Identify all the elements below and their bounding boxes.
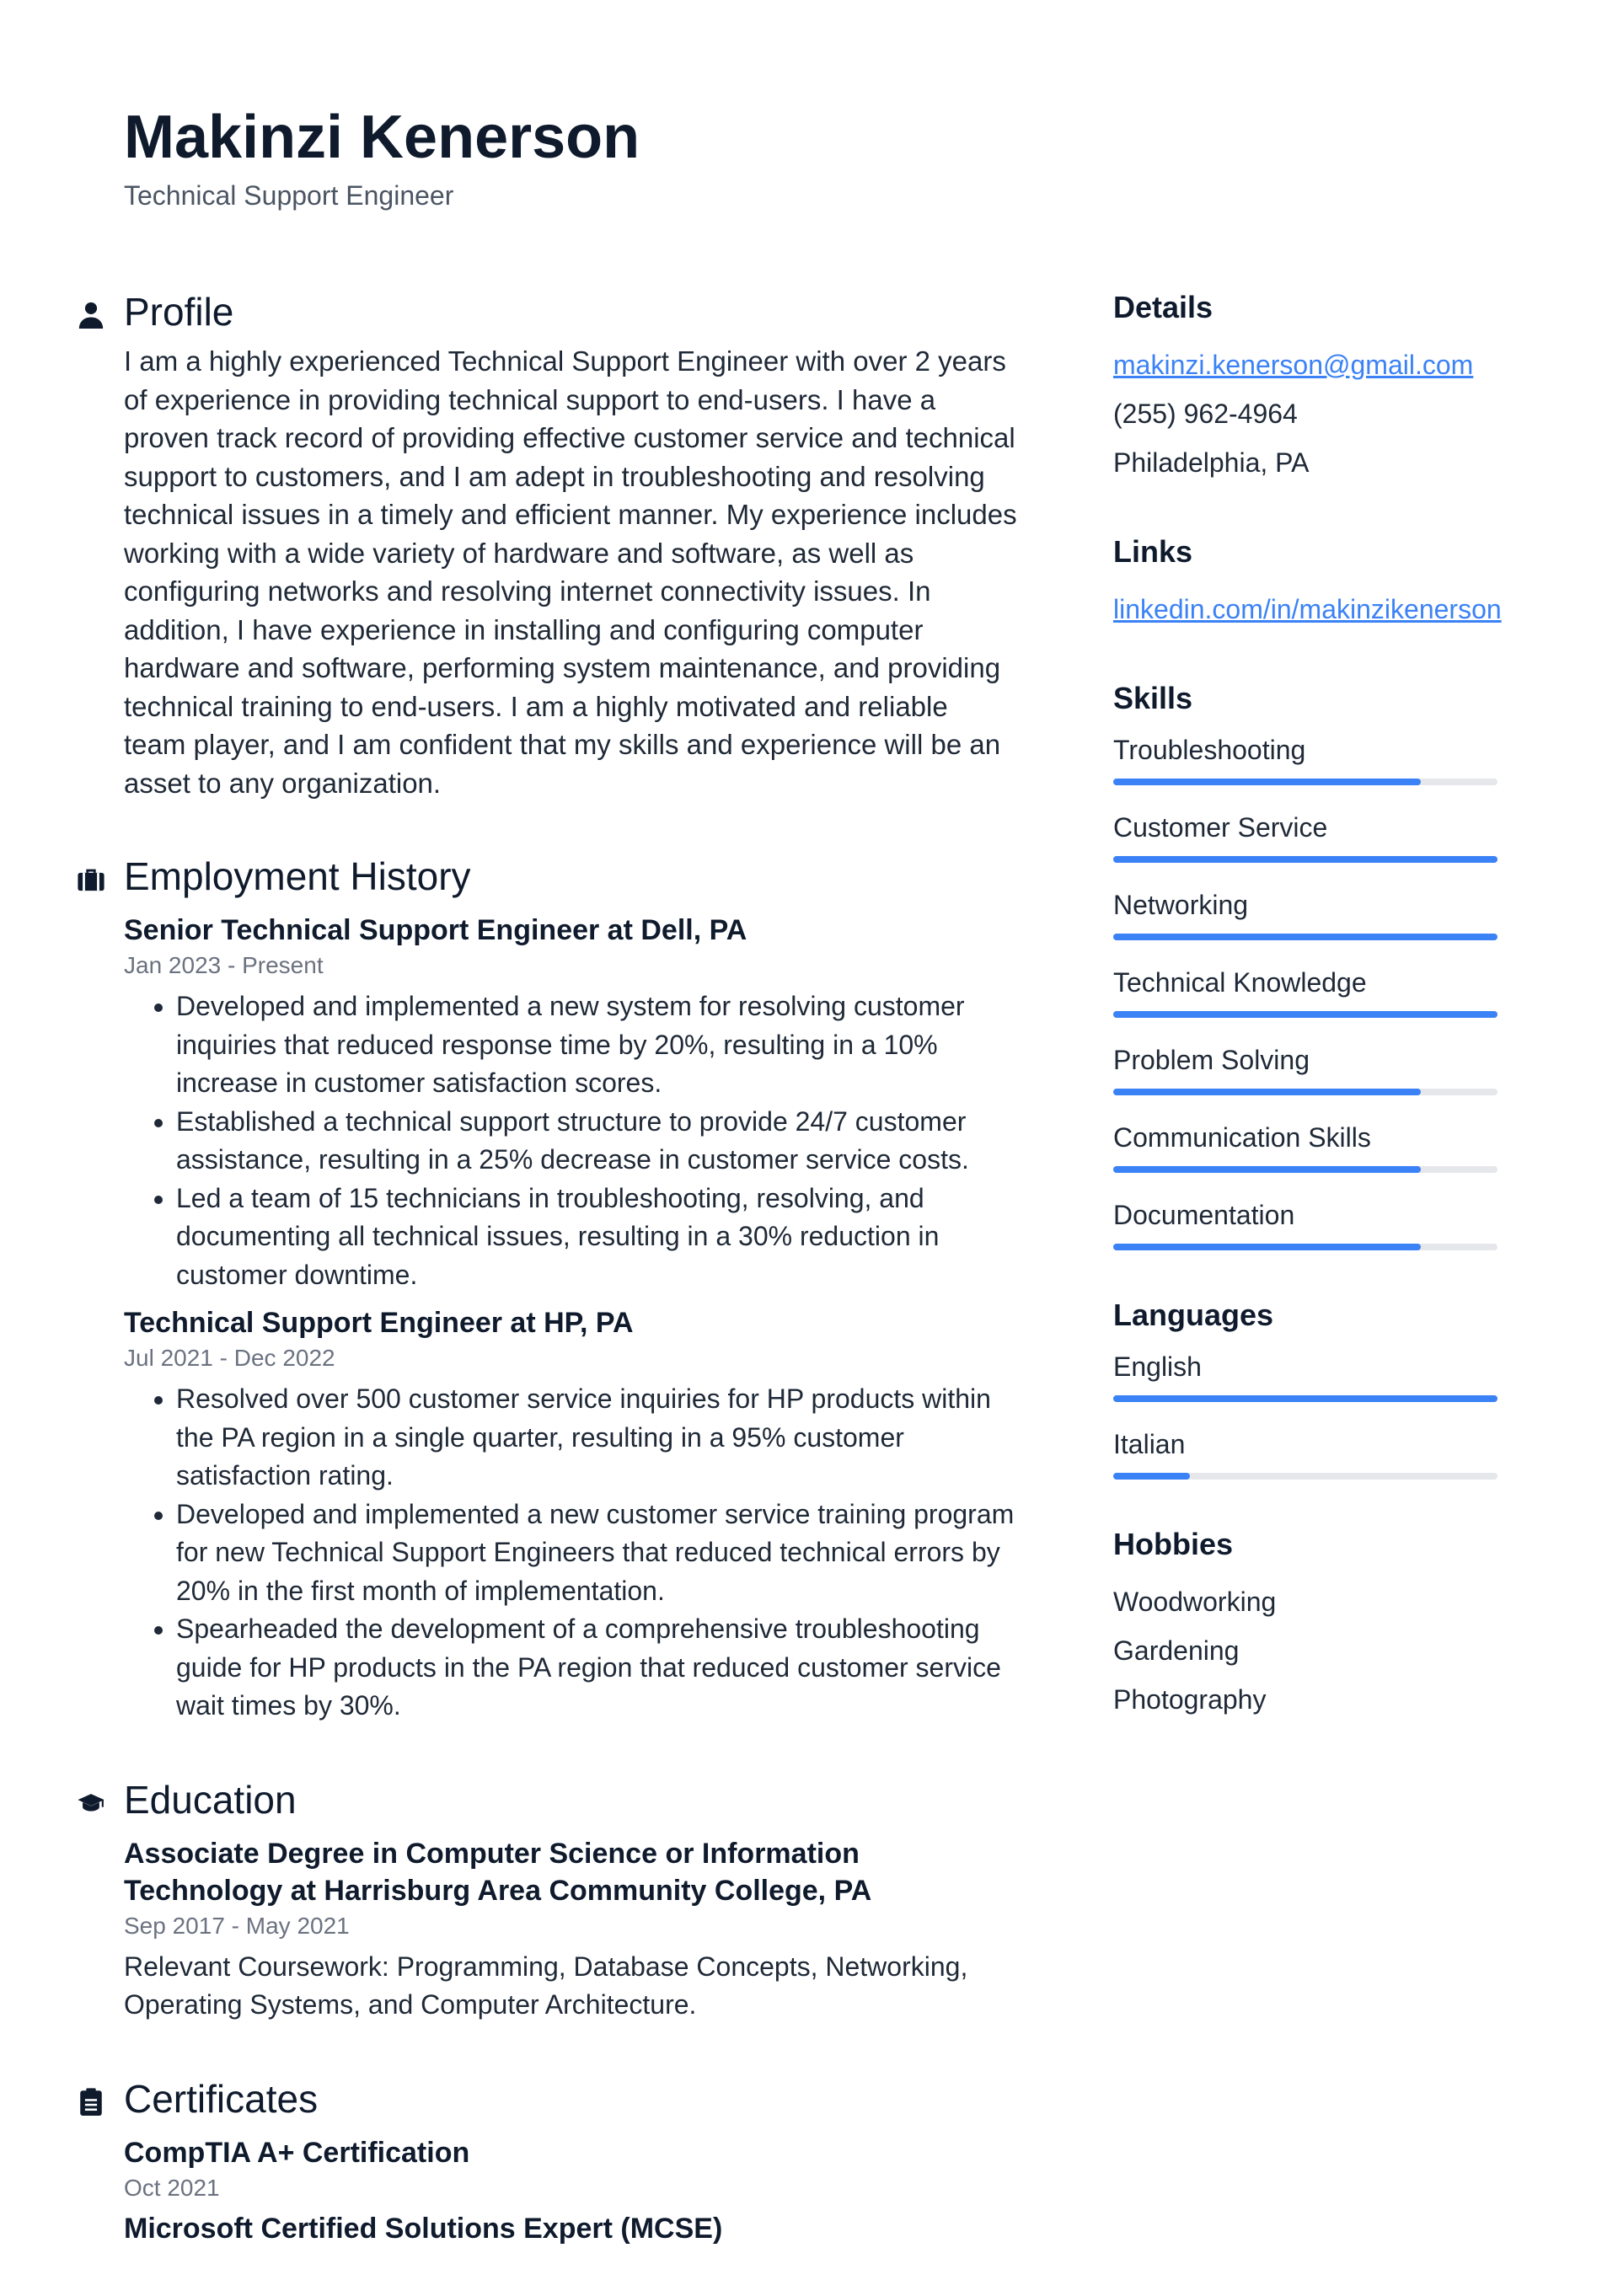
language-item: [1113, 1348, 1509, 1402]
bullet-item: • Developed and implemented a new system for resolving customer inquiries that reduced response time by 20%, resulting in a 10% increase in customer satisfaction scores.: [176, 987, 1017, 1103]
skill-item: [1113, 731, 1509, 785]
skill-bar-fill: [1113, 779, 1421, 785]
briefcase-icon: [77, 864, 105, 893]
job-entry: [124, 912, 1017, 1294]
skill-name: Customer Service: [1113, 812, 1328, 843]
language-name: English: [1113, 1351, 1202, 1382]
skill-item: [1113, 964, 1509, 1018]
skill-bar-fill: [1113, 1166, 1421, 1173]
skill-bar-fill: [1113, 1089, 1421, 1095]
skill-bar: [1113, 856, 1497, 863]
education-heading: Education: [124, 1777, 297, 1822]
bullet-item: • Led a team of 15 technicians in troubleshooting, resolving, and documenting all technical issues, resulting in a 30% reduction in customer downtime.: [176, 1180, 1017, 1295]
certificate-entry: [124, 2134, 1017, 2247]
certificate-title: Microsoft Certified Solutions Expert (MCSE): [124, 2212, 723, 2245]
bullet-item: • Developed and implemented a new customer service training program for new Technical Support Engineers that reduced technical errors by 20% in the first month of implementation.: [176, 1496, 1017, 1611]
job-entry: [124, 1304, 1017, 1726]
employment-heading: Employment History: [124, 854, 471, 898]
skill-bar-fill: [1113, 856, 1497, 863]
profile-text: I am a highly experienced Technical Support Engineer with over 2 years of experience in providing technical support to end-users. I have a proven track record of providing effective customer service and technical support to customers, and I am adept in troubleshooting and resolving technical issues in a timely and efficient manner. My experience includes working with a wide variety of hardware and software, as well as configuring networks and resolving internet connectivity issues. In addition, I have experience in installing and configuring computer hardware and software, performing system maintenance, and providing technical training to end-users. I am a highly motivated and reliable team player, and I am confident that my skills and experience will be an asset to any organization.: [124, 345, 1017, 799]
language-bar-fill: [1113, 1395, 1497, 1402]
candidate-name: Makinzi Kenerson: [124, 104, 640, 171]
bullet-item: • Resolved over 500 customer service inquiries for HP products within the PA region in a single quarter, resulting in a 95% customer satisfaction rating.: [176, 1380, 1017, 1496]
languages-block: [1113, 1294, 1509, 1480]
hobby-item: Gardening: [1113, 1635, 1240, 1666]
candidate-title: Technical Support Engineer: [124, 180, 454, 211]
certificate-date: Oct 2021: [124, 2174, 220, 2201]
degree-title: Associate Degree in Computer Science or Information Technology at Harrisburg Area Community College, PA: [124, 1837, 872, 1907]
certificates-heading: Certificates: [124, 2076, 319, 2121]
clipboard-icon: [77, 2087, 105, 2116]
skill-name: Problem Solving: [1113, 1045, 1310, 1075]
languages-heading: Languages: [1113, 1298, 1274, 1332]
phone-number: (255) 962-4964: [1113, 399, 1298, 429]
skill-bar-fill: [1113, 1011, 1497, 1018]
language-name: Italian: [1113, 1429, 1186, 1459]
skill-bar-fill: [1113, 934, 1497, 940]
profile-heading: Profile: [124, 290, 234, 334]
skill-name: Troubleshooting: [1113, 735, 1306, 765]
skill-bar: [1113, 934, 1497, 940]
job-bullets: [124, 987, 1017, 1294]
graduation-cap-icon: [77, 1788, 105, 1817]
person-icon: [77, 300, 105, 329]
skill-item: [1113, 1196, 1509, 1250]
skill-item: [1113, 1119, 1509, 1173]
language-bar: [1113, 1473, 1497, 1480]
skill-bar: [1113, 1011, 1497, 1018]
skill-bar-fill: [1113, 1244, 1421, 1250]
hobby-item: Woodworking: [1113, 1587, 1277, 1617]
skill-name: Documentation: [1113, 1200, 1295, 1230]
linkedin-link[interactable]: linkedin.com/in/makinzikenerson: [1113, 594, 1502, 624]
bullet-item: • Spearheaded the development of a comprehensive troubleshooting guide for HP products in the PA region that reduced customer service wait times by 30%.: [176, 1610, 1017, 1726]
skill-item: [1113, 1041, 1509, 1095]
location: Philadelphia, PA: [1113, 447, 1310, 478]
education-description: Relevant Coursework: Programming, Database Concepts, Networking, Operating Systems, and Computer Architecture.: [124, 1951, 968, 2020]
resume-header: [124, 99, 640, 211]
bullet-item: • Established a technical support structure to provide 24/7 customer assistance, resulting in a 25% decrease in customer service costs.: [176, 1103, 1017, 1180]
language-bar: [1113, 1395, 1497, 1402]
certificate-title: CompTIA A+ Certification: [124, 2136, 470, 2169]
skill-bar: [1113, 779, 1497, 785]
job-bullets: [124, 1380, 1017, 1726]
hobbies-heading: Hobbies: [1113, 1527, 1234, 1561]
skill-name: Technical Knowledge: [1113, 967, 1367, 998]
skill-item: [1113, 886, 1509, 940]
skills-heading: Skills: [1113, 681, 1193, 715]
skill-bar: [1113, 1166, 1497, 1173]
skill-name: Communication Skills: [1113, 1122, 1371, 1153]
details-heading: Details: [1113, 290, 1214, 324]
main-column: [124, 286, 1017, 2296]
sidebar: [1113, 286, 1509, 1768]
employment-section: [124, 851, 1017, 1726]
email-link[interactable]: makinzi.kenerson@gmail.com: [1113, 350, 1474, 380]
education-dates: Sep 2017 - May 2021: [124, 1912, 350, 1939]
hobbies-block: [1113, 1523, 1509, 1724]
certificates-section: [124, 2074, 1017, 2247]
job-dates: Jan 2023 - Present: [124, 952, 324, 978]
profile-section: [124, 286, 1017, 802]
language-bar-fill: [1113, 1473, 1190, 1480]
job-dates: Jul 2021 - Dec 2022: [124, 1345, 335, 1371]
links-heading: Links: [1113, 534, 1193, 569]
skill-bar: [1113, 1089, 1497, 1095]
details-block: [1113, 286, 1509, 487]
skill-bar: [1113, 1244, 1497, 1250]
language-item: [1113, 1426, 1509, 1480]
links-block: [1113, 531, 1509, 634]
education-section: [124, 1774, 1017, 2025]
education-entry: [124, 1835, 1017, 2025]
skills-block: [1113, 677, 1509, 1250]
job-title: Senior Technical Support Engineer at Dell, PA: [124, 914, 747, 946]
job-title: Technical Support Engineer at HP, PA: [124, 1307, 634, 1339]
skill-item: [1113, 809, 1509, 863]
skill-name: Networking: [1113, 890, 1249, 920]
hobby-item: Photography: [1113, 1684, 1267, 1715]
